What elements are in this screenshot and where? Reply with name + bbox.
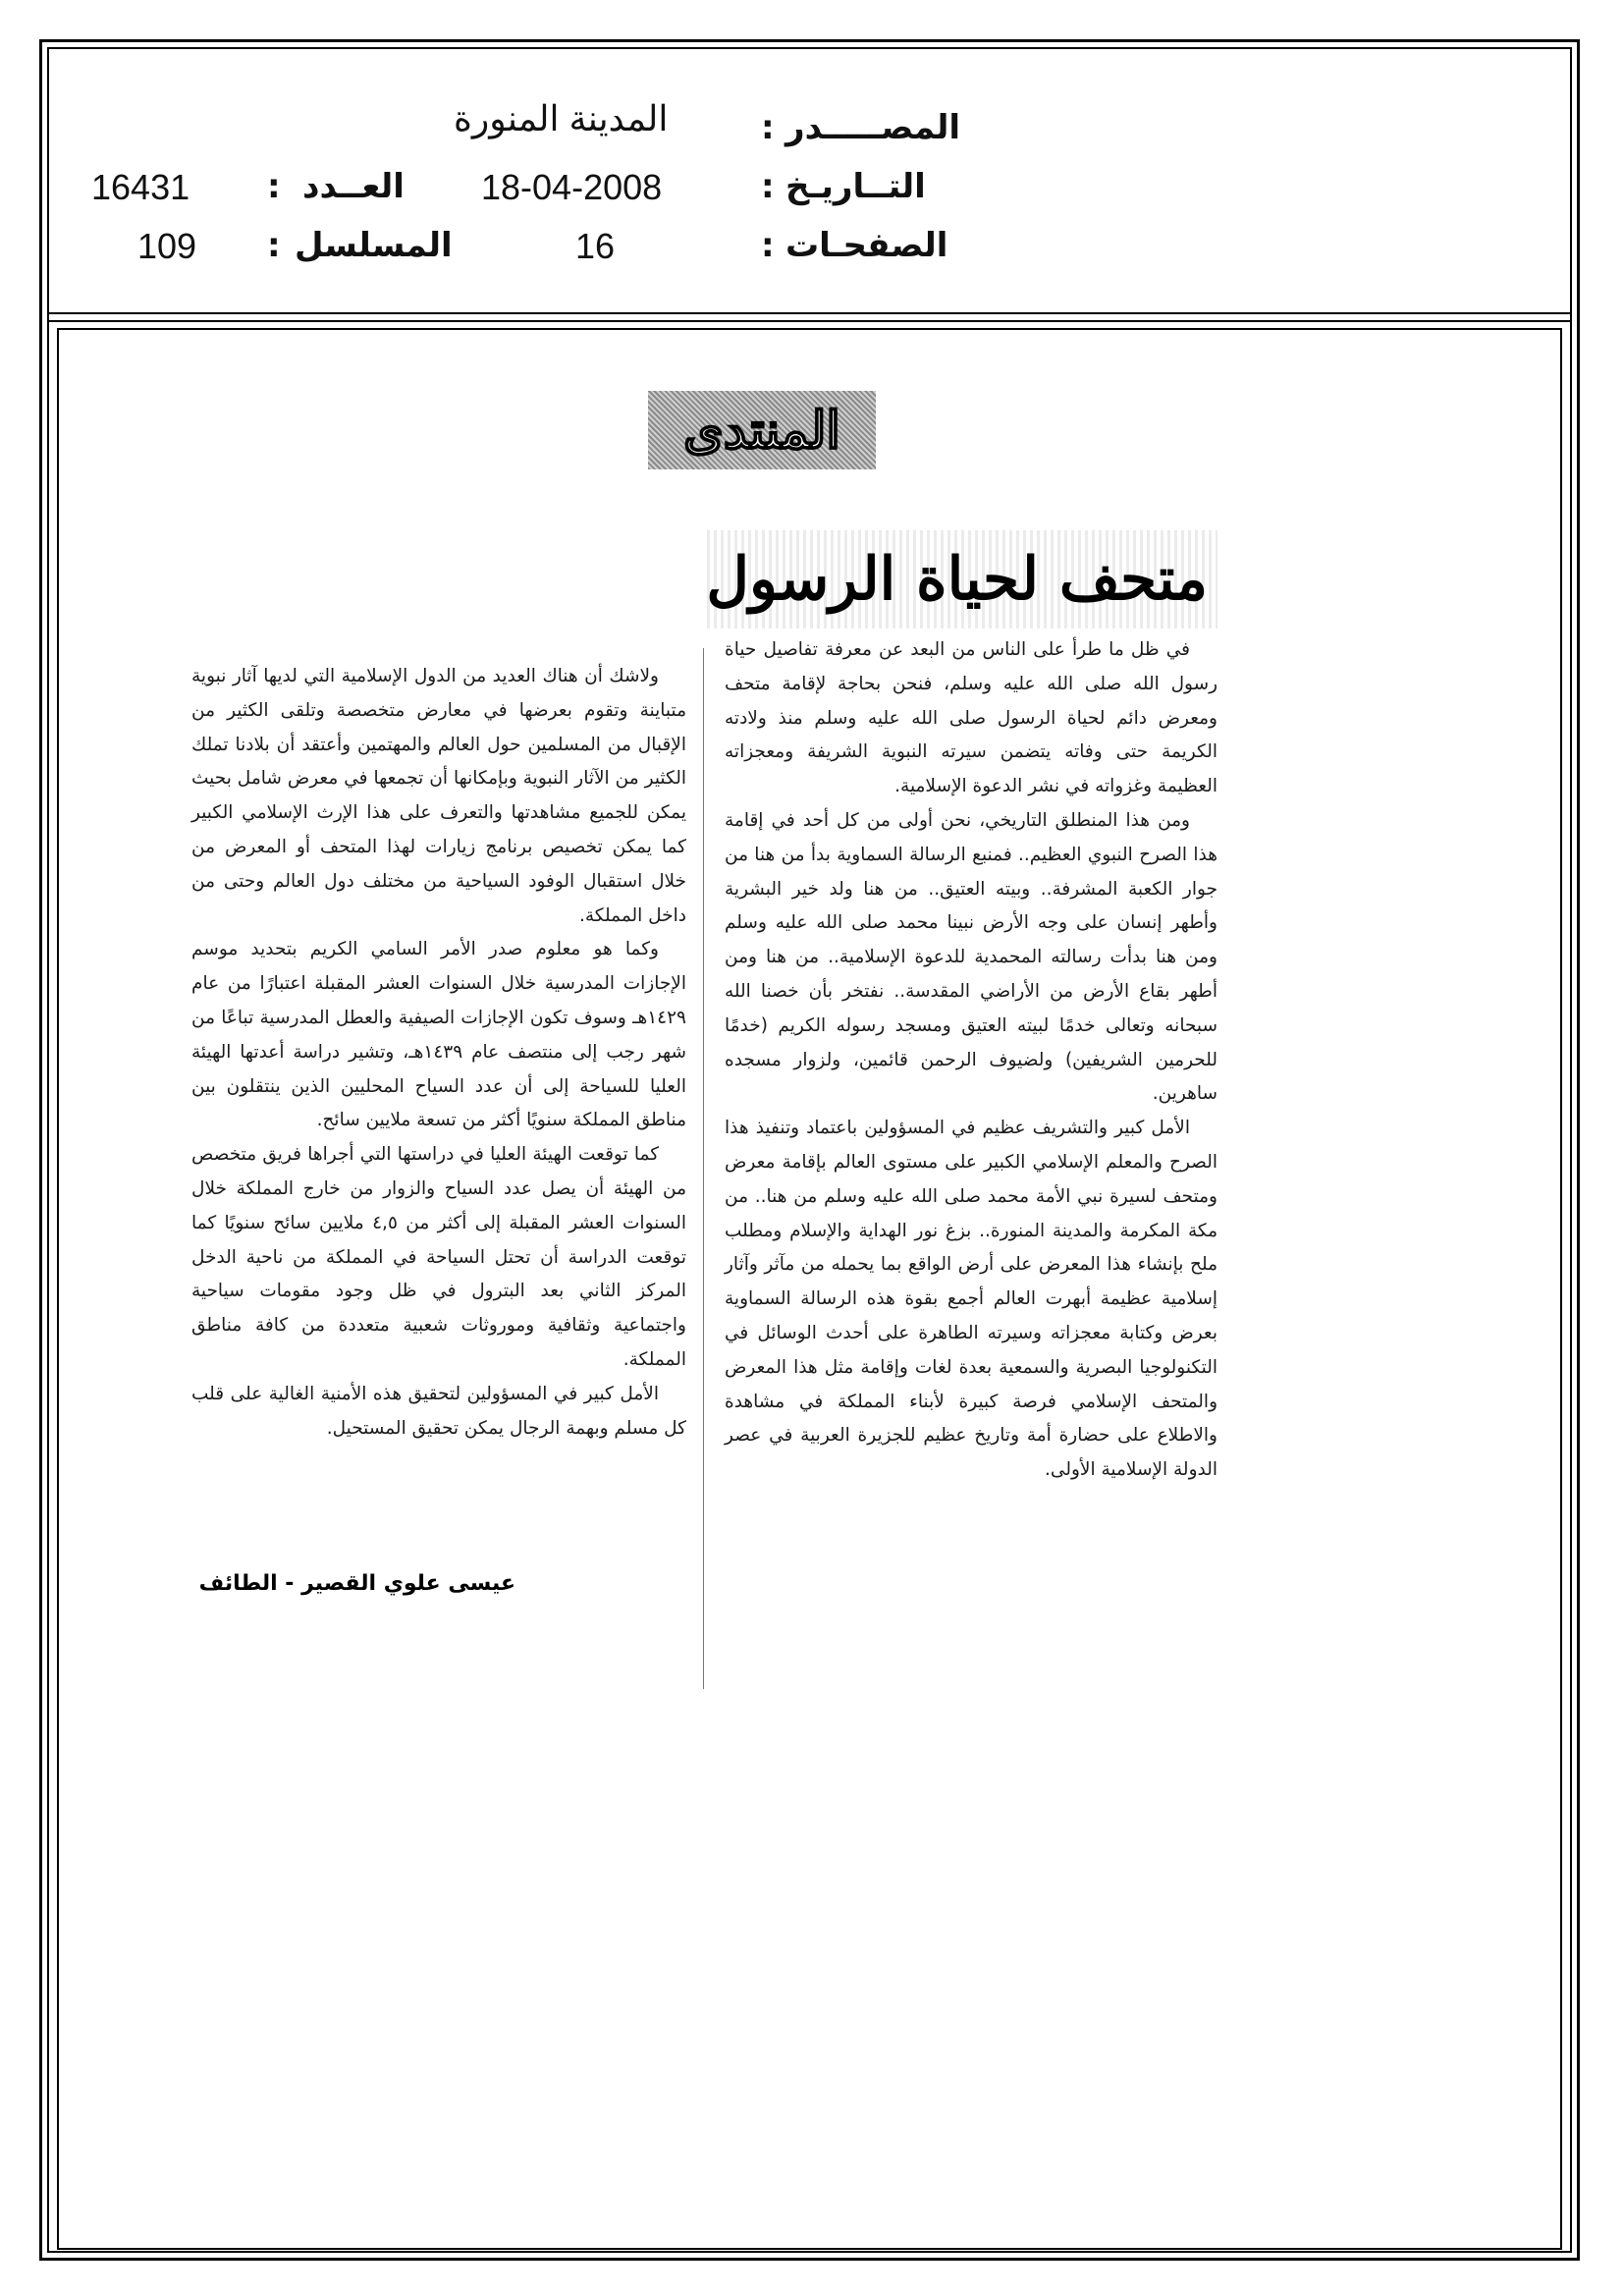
- article-headline: متحف لحياة الرسول: [706, 545, 1208, 614]
- section-banner-text: المنتدى: [683, 400, 840, 461]
- date-colon: :: [761, 167, 775, 206]
- serial-label: المسلسل: [295, 226, 453, 265]
- section-banner: [648, 391, 876, 469]
- issue-value: 16431: [91, 167, 190, 207]
- paragraph: وكما هو معلوم صدر الأمر السامي الكريم بتحديد موسم الإجازات المدرسية خلال السنوات العشر المقبلة اعتبارًا من عام ١٤٢٩هـ وسوف تكون الإجازات الصيفية والعطل المدرسية تباعًا من شهر رجب إلى منتصف عام ١٤٣٩هـ، وتشير دراسة أعدتها الهيئة العليا للسياحة إلى أن عدد السياح المحليين الذين ينتقلون بين مناطق المملكة سنويًا أكثر من تسعة ملايين سائح.: [191, 939, 686, 1131]
- header-divider-double: [47, 320, 1572, 322]
- paragraph: كما توقعت الهيئة العليا في دراستها التي أجراها فريق متخصص من الهيئة أن يصل عدد السياح والزوار من خارج المملكة خلال السنوات العشر المقبلة إلى أكثر من ٤,٥ ملايين سائح سنويًا كما توقعت الدراسة أن تحتل السياحة في المملكة من ناحية الدخل المركز الثاني بعد البترول في ظل وجود مقومات سياحية واجتماعية وثقافية وموروثات شعبية متعددة من كافة مناطق المملكة.: [191, 1144, 686, 1370]
- column-divider: [703, 648, 704, 1689]
- paragraph: ومن هذا المنطلق التاريخي، نحن أولى من كل أحد في إقامة هذا الصرح النبوي العظيم.. فمنبع الرسالة السماوية بدأ من هنا من جوار الكعبة المشرفة.. وبيته العتيق.. من هنا ولد خير البشرية وأطهر إنسان على وجه الأرض نبينا محمد صلى الله عليه وسلم ومن هنا بدأت رسالته المحمدية للدعوة الإسلامية.. من هنا ومن أطهر بقاع الأرض من الأراضي المقدسة.. نفتخر بأن خصنا الله سبحانه وتعالى خدمًا لبيته العتيق ومسجد رسوله الكريم (خدمًا للحرمين الشريفين) ولضيوف الرحمن قائمين، ولزوار مسجده ساهرين.: [725, 809, 1217, 1105]
- date-label: التــاريـخ: [785, 167, 926, 206]
- issue-label: العــدد: [302, 167, 405, 206]
- paragraph: ولاشك أن هناك العديد من الدول الإسلامية التي لديها آثار نبوية متباينة وتقوم بعرضها في معارض متخصصة وتلقى الكثير من الإقبال من المسلمين حول العالم والمهتمين وأعتقد أن بلادنا تملك الكثير من الآثار النبوية وبإمكانها أن تجمعها في معرض شامل بحيث يمكن للجميع مشاهدتها والتعرف على هذا الإرث الإسلامي الكبير كما يمكن تخصيص برنامج زيارات لهذا المتحف أو المعرض من خلال استقبال الوفود السياحية من مختلف دول العالم وحتى من داخل المملكة.: [191, 666, 686, 926]
- paragraph: الأمل كبير في المسؤولين لتحقيق هذه الأمنية الغالية على قلب كل مسلم وبهمة الرجال يمكن تحقيق المستحيل.: [191, 1383, 686, 1439]
- serial-value: 109: [137, 226, 197, 266]
- serial-colon: :: [267, 226, 281, 265]
- article-column-left: [191, 660, 686, 1446]
- pages-value: 16: [575, 226, 616, 266]
- source-value: المدينة المنورة: [454, 98, 669, 138]
- article-column-right: [725, 633, 1217, 1488]
- pages-label: الصفحـات: [785, 226, 948, 265]
- paragraph: في ظل ما طرأ على الناس من البعد عن معرفة تفاصيل حياة رسول الله صلى الله عليه وسلم، فنحن بحاجة لإقامة متحف ومعرض دائم لحياة الرسول صلى الله عليه وسلم منذ ولادته الكريمة حتى وفاته يتضمن سيرته النبوية الشريفة ومعجزاته العظيمة وغزواته في نشر الدعوة الإسلامية.: [725, 639, 1217, 797]
- paragraph: الأمل كبير والتشريف عظيم في المسؤولين باعتماد وتنفيذ هذا الصرح والمعلم الإسلامي الكبير على مستوى العالم بإقامة معرض ومتحف لسيرة نبي الأمة محمد صلى الله عليه وسلم من هنا.. من مكة المكرمة والمدينة المنورة.. بزغ نور الهداية والإسلام ومطلب ملح بإنشاء هذا المعرض على أرض الواقع بما يحمله من مآثر وآثار إسلامية عظيمة أبهرت العالم أجمع بقوة هذه الرسالة السماوية بعرض وكتابة معجزاته وسيرته الطاهرة على أحدث الوسائل في التكنولوجيا البصرية والسمعية بعدة لغات وإقامة مثل هذا المعرض والمتحف الإسلامي فرصة كبيرة لأبناء المملكة في مشاهدة والاطلاع على حضارة أمة وتاريخ عظيم للجزيرة العربية في عصر الدولة الإسلامية الأولى.: [725, 1118, 1217, 1481]
- source-colon: :: [761, 108, 775, 147]
- source-label: المصـــــدر: [785, 108, 961, 147]
- header-divider: [47, 312, 1572, 314]
- pages-colon: :: [761, 226, 775, 265]
- author-signature: عيسى علوي القصير - الطائف: [198, 1571, 515, 1596]
- issue-colon: :: [267, 167, 281, 206]
- date-value: 18-04-2008: [481, 167, 663, 207]
